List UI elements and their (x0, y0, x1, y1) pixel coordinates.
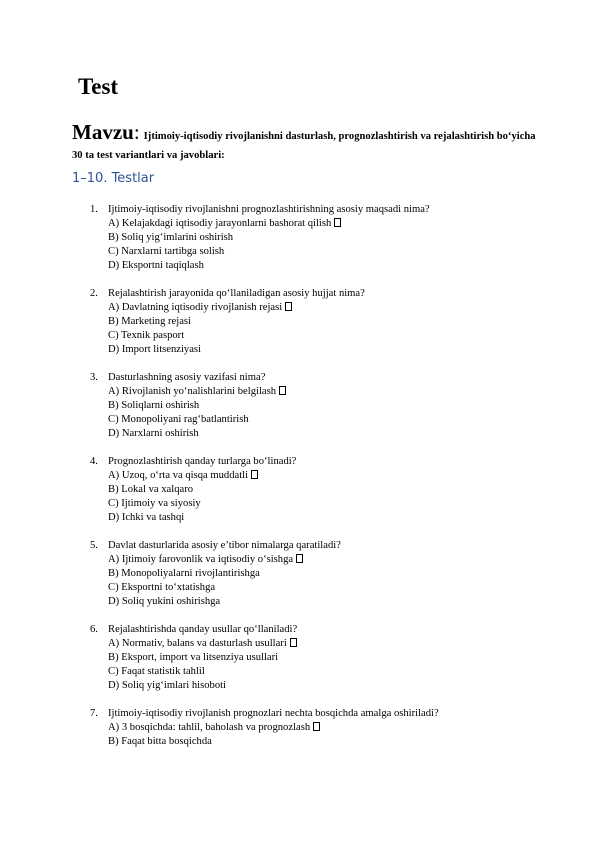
correct-answer-box-icon (296, 554, 303, 563)
question-list (72, 203, 542, 763)
answer-option-text: D) Eksportni taqiqlash (108, 260, 204, 271)
question-item (72, 287, 542, 357)
answer-option (108, 259, 542, 273)
answer-option (108, 679, 542, 693)
answer-option (108, 651, 542, 665)
question-item (72, 455, 542, 525)
answer-option-text: D) Import litsenziyasi (108, 344, 201, 355)
answer-option (108, 343, 542, 357)
answer-option (108, 315, 542, 329)
answer-options (108, 385, 542, 441)
topic-label: Mavzu (72, 120, 134, 144)
question-text: Davlat dasturlarida asosiy e’tibor nimalarga qaratiladi? (108, 540, 341, 551)
answer-option-text: C) Eksportni to‘xtatishga (108, 582, 216, 593)
answer-option (108, 581, 542, 595)
answer-option-text: C) Texnik pasport (108, 330, 185, 341)
answer-option (108, 665, 542, 679)
question-text: Dasturlashning asosiy vazifasi nima? (108, 372, 266, 383)
answer-option-text: C) Narxlarni tartibga solish (108, 246, 225, 257)
question-text: Ijtimoiy-iqtisodiy rivojlanishni prognozlashtirishning asosiy maqsadi nima? (108, 204, 430, 215)
question-item (72, 371, 542, 441)
answer-option-text: D) Ichki va tashqi (108, 512, 185, 523)
answer-option-text: D) Soliq yukini oshirishga (108, 596, 221, 607)
answer-option (108, 427, 542, 441)
answer-option (108, 553, 542, 567)
correct-answer-box-icon (279, 386, 286, 395)
topic-text: Ijtimoiy-iqtisodiy rivojlanishni dasturlash, prognozlashtirish va rejalashtirish bo‘yicha 30 ta test variantlari va javoblari: (72, 131, 536, 161)
section-heading: 1–10. Testlar (72, 171, 155, 186)
answer-option-text: B) Eksport, import va litsenziya usullari (108, 652, 279, 663)
answer-option (108, 399, 542, 413)
question-number: 5. (90, 540, 98, 551)
answer-option-text: D) Soliq yig‘imlari hisoboti (108, 680, 227, 691)
answer-option-text: B) Lokal va xalqaro (108, 484, 194, 495)
correct-answer-box-icon (334, 218, 341, 227)
answer-option (108, 413, 542, 427)
answer-options (108, 217, 542, 273)
question-item (72, 203, 542, 273)
question-text: Ijtimoiy-iqtisodiy rivojlanish prognozlari nechta bosqichda amalga oshiriladi? (108, 708, 439, 719)
answer-option-text: D) Narxlarni oshirish (108, 428, 199, 439)
answer-option-text: B) Monopoliyalarni rivojlantirishga (108, 568, 260, 579)
topic-colon: : (133, 120, 140, 144)
answer-options (108, 637, 542, 693)
question-number: 6. (90, 624, 98, 635)
correct-answer-box-icon (285, 302, 292, 311)
question-number: 4. (90, 456, 98, 467)
correct-answer-box-icon (290, 638, 297, 647)
answer-option-text: A) Davlatning iqtisodiy rivojlanish rejasi (108, 302, 283, 313)
answer-option-text: B) Soliq yig‘imlarini oshirish (108, 232, 234, 243)
answer-option (108, 497, 542, 511)
answer-options (108, 553, 542, 609)
answer-option (108, 329, 542, 343)
answer-options (108, 721, 542, 749)
answer-option-text: B) Marketing rejasi (108, 316, 191, 327)
question-number: 2. (90, 288, 98, 299)
answer-options (108, 301, 542, 357)
question-number: 7. (90, 708, 98, 719)
answer-option (108, 483, 542, 497)
answer-option-text: C) Ijtimoiy va siyosiy (108, 498, 201, 509)
topic-paragraph (72, 120, 542, 164)
answer-option (108, 301, 542, 315)
answer-option-text: C) Monopoliyani rag‘batlantirish (108, 414, 249, 425)
question-text: Rejalashtirish jarayonida qo‘llaniladigan asosiy hujjat nima? (108, 288, 365, 299)
answer-option (108, 217, 542, 231)
answer-option-text: B) Soliqlarni oshirish (108, 400, 200, 411)
answer-option-text: A) Normativ, balans va dasturlash usullari (108, 638, 287, 649)
question-item (72, 623, 542, 693)
answer-option (108, 567, 542, 581)
question-number: 1. (90, 204, 98, 215)
correct-answer-box-icon (313, 722, 320, 731)
question-text: Rejalashtirishda qanday usullar qo‘llaniladi? (108, 624, 298, 635)
answer-option (108, 385, 542, 399)
question-text: Prognozlashtirish qanday turlarga bo‘linadi? (108, 456, 297, 467)
answer-option-text: A) Kelajakdagi iqtisodiy jarayonlarni bashorat qilish (108, 218, 332, 229)
answer-option-text: B) Faqat bitta bosqichda (108, 736, 212, 747)
answer-option-text: A) Rivojlanish yo‘nalishlarini belgilash (108, 386, 277, 397)
document-title: Test (78, 74, 119, 99)
answer-option (108, 735, 542, 749)
answer-option-text: A) Uzoq, o‘rta va qisqa muddatli (108, 470, 249, 481)
answer-option (108, 595, 542, 609)
answer-option (108, 511, 542, 525)
answer-option-text: A) 3 bosqichda: tahlil, baholash va prognozlash (108, 722, 311, 733)
answer-option (108, 245, 542, 259)
answer-option-text: A) Ijtimoiy farovonlik va iqtisodiy o‘sishga (108, 554, 294, 565)
answer-option (108, 469, 542, 483)
question-item (72, 707, 542, 749)
correct-answer-box-icon (251, 470, 258, 479)
answer-option (108, 637, 542, 651)
answer-options (108, 469, 542, 525)
question-number: 3. (90, 372, 98, 383)
answer-option (108, 721, 542, 735)
question-item (72, 539, 542, 609)
answer-option (108, 231, 542, 245)
answer-option-text: C) Faqat statistik tahlil (108, 666, 205, 677)
